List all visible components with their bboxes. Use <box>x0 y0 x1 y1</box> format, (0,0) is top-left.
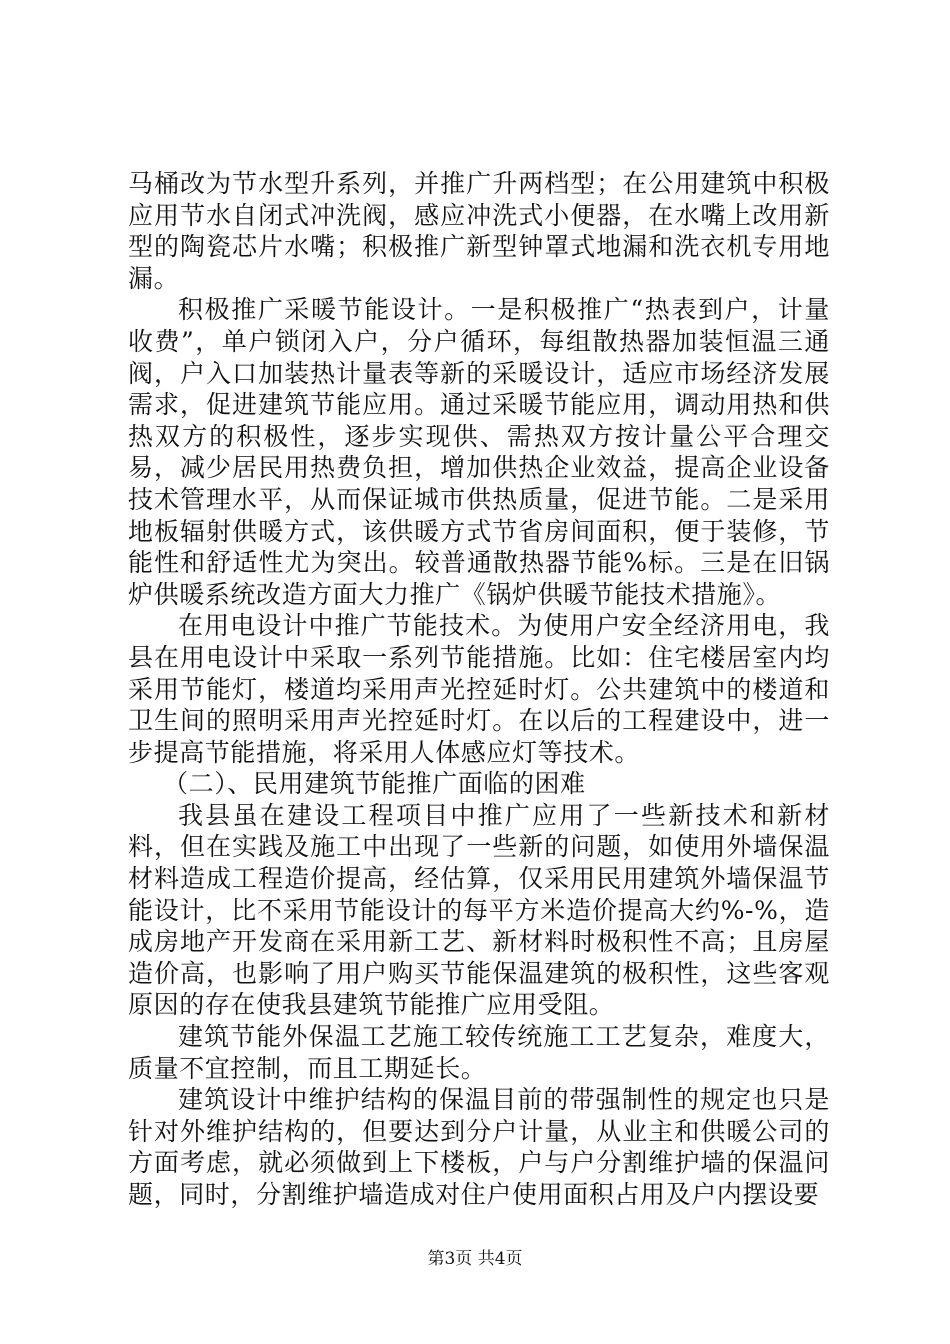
paragraph-construction: 建筑节能外保温工艺施工较传统施工工艺复杂，难度大，质量不宜控制，而且工期延长。 <box>128 1022 830 1083</box>
paragraph-electricity: 在用电设计中推广节能技术。为使用户安全经济用电，我县在用电设计中采取一系列节能措施。比如：住宅楼居室内均采用节能灯，楼道均采用声光控延时灯。公共建筑中的楼道和卫生间的照明采用声光控延时灯。在以后的工程建设中，进一步提高节能措施，将采用人体感应灯等技术。 <box>128 611 830 767</box>
paragraph-structure: 建筑设计中维护结构的保温目前的带强制性的规定也只是针对外维护结构的，但要达到分户计量，从业主和供暖公司的方面考虑，就必须做到上下楼板，户与户分割维护墙的保温问题，同时，分割维护墙造成对住户使用面积占用及户内摆设要 <box>128 1085 830 1209</box>
section-heading: （二）、民用建筑节能推广面临的困难 <box>163 769 586 799</box>
paragraph-difficulties: 我县虽在建设工程项目中推广应用了一些新技术和新材料，但在实践及施工中出现了一些新的问题，如使用外墙保温材料造成工程造价提高，经估算，仅采用民用建筑外墙保温节能设计，比不采用节能设计的每平方米造价提高大约%-%，造成房地产开发商在采用新工艺、新材料时极积性不高；且房屋造价高，也影响了用户购买节能保温建筑的极积性，这些客观原因的存在使我县建筑节能推广应用受阻。 <box>128 800 830 1020</box>
page-footer <box>0 1244 950 1269</box>
document-body <box>128 168 830 1211</box>
page-number: 第3页 共4页 <box>427 1249 523 1269</box>
paragraph-continuation: 马桶改为节水型升系列，并推广升两档型；在公用建筑中积极应用节水自闭式冲洗阀，感应冲洗式小便器，在水嘴上改用新型的陶瓷芯片水嘴；积极推广新型钟罩式地漏和洗衣机专用地漏。 <box>128 169 830 293</box>
paragraph-heating: 积极推广采暖节能设计。一是积极推广“热表到户，计量收费”，单户锁闭入户，分户循环，每组散热器加装恒温三通阀，户入口加装热计量表等新的采暖设计，适应市场经济发展需求，促进建筑节能应用。通过采暖节能应用，调动用热和供热双方的积极性，逐步实现供、需热双方按计量公平合理交易，减少居民用热费负担，增加供热企业效益，提高企业设备技术管理水平，从而保证城市供热质量，促进节能。二是采用地板辐射供暖方式，该供暖方式节省房间面积，便于装修，节能性和舒适性尤为突出。较普通散热器节能%标。三是在旧锅炉供暖系统改造方面大力推广《锅炉供暖节能技术措施》。 <box>128 295 830 609</box>
